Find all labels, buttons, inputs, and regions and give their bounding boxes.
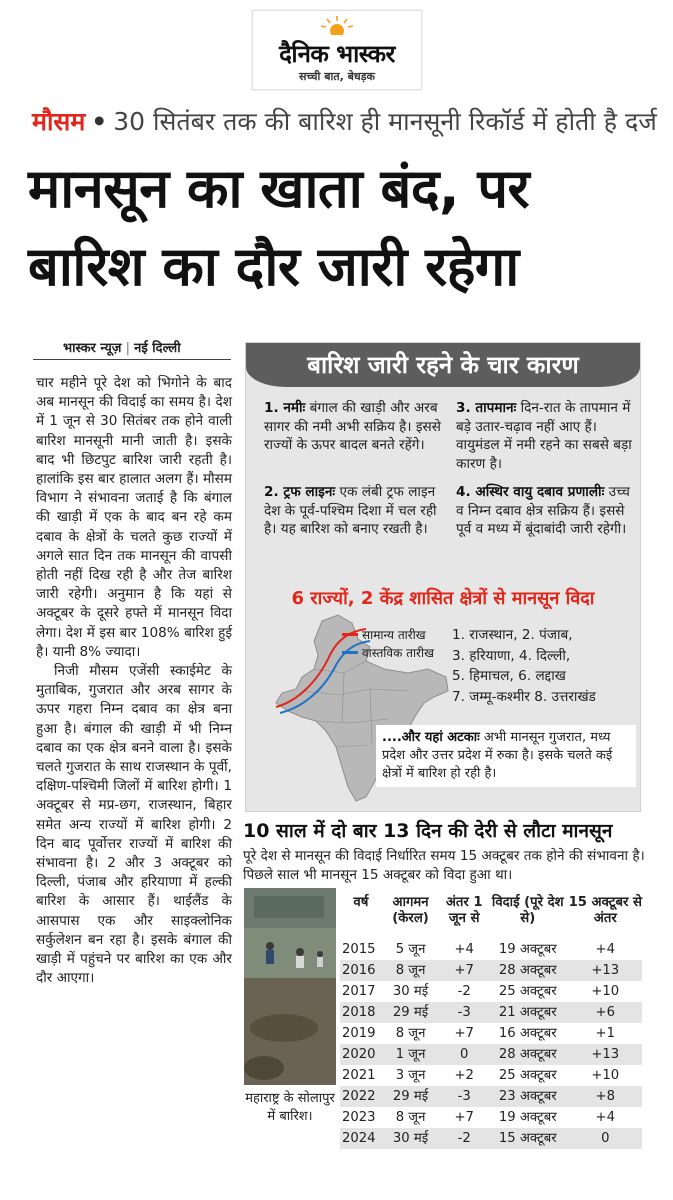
table-cell: 1 जून — [395, 1047, 426, 1062]
table-cell: 25 अक्टूबर — [498, 1068, 557, 1083]
header-withdrawal: विदाई (पूरे देश से) — [491, 895, 564, 926]
newspaper-logo — [252, 10, 422, 90]
table-cell: 28 अक्टूबर — [498, 1047, 557, 1062]
reason-1-label: 1. नमीः — [264, 400, 306, 416]
table-cell: 8 जून — [395, 963, 426, 978]
table-cell: 15 अक्टूबर — [498, 1131, 557, 1146]
table-body — [340, 939, 642, 1149]
table-cell: -2 — [457, 984, 471, 999]
states-line: 3. हरियाणा, 4. दिल्ली, — [452, 647, 571, 664]
newspaper-tagline: सच्ची बात, बेधड़क — [298, 70, 376, 83]
sun-logo-icon — [319, 15, 355, 35]
table-row — [340, 1044, 642, 1065]
table-row — [340, 1002, 642, 1023]
table-cell: 16 अक्टूबर — [498, 1026, 557, 1041]
legend-normal — [342, 625, 452, 643]
table-cell: +4 — [595, 942, 615, 957]
reason-1-text: बंगाल की खाड़ी और अरब सागर की नमी अभी सक्रिय है। इससे राज्यों के ऊपर बादल बनते रहेंगे। — [264, 400, 441, 453]
table-cell: +7 — [454, 963, 474, 978]
kicker-text: 30 सितंबर तक की बारिश ही मानसूनी रिकॉर्ड में होती है दर्ज — [113, 107, 657, 136]
header-year: वर्ष — [353, 895, 369, 910]
table-cell: 2020 — [342, 1047, 376, 1062]
table-row — [340, 1065, 642, 1086]
reason-4-label: 4. अस्थिर वायु दबाव प्रणालीः — [456, 484, 605, 500]
table-cell: +4 — [454, 942, 474, 957]
monsoon-table — [340, 895, 642, 1149]
headline-line-1: मानसून का खाता बंद, पर — [28, 157, 530, 220]
table-row — [340, 1128, 642, 1149]
reason-3 — [456, 399, 634, 473]
table-cell: +8 — [595, 1089, 615, 1104]
byline: भास्कर न्यूज़ | नई दिल्ली — [63, 341, 181, 356]
byline-location: नई दिल्ली — [134, 341, 181, 356]
table-cell: +10 — [591, 984, 620, 999]
table-cell: +6 — [595, 1005, 615, 1020]
table-cell: -2 — [457, 1131, 471, 1146]
table-cell: 29 मई — [392, 1089, 429, 1104]
table-cell: 2022 — [342, 1089, 376, 1104]
table-row — [340, 981, 642, 1002]
header-withdrawal-diff: 15 अक्टूबर से अंतर — [568, 895, 642, 926]
table-cell: +13 — [591, 1047, 620, 1062]
reason-1 — [264, 399, 449, 455]
table-cell: 8 जून — [395, 1110, 426, 1125]
headline-line-2: बारिश का दौर जारी रहेगा — [28, 235, 519, 298]
table-cell: 21 अक्टूबर — [498, 1005, 557, 1020]
table-cell: 5 जून — [395, 942, 426, 957]
table-cell: 0 — [460, 1047, 469, 1062]
reason-4 — [456, 483, 634, 539]
table-cell: 19 अक्टूबर — [498, 942, 557, 957]
table-cell: +7 — [454, 1026, 474, 1041]
table-cell: 23 अक्टूबर — [498, 1089, 557, 1104]
withdrawal-title: 6 राज्यों, 2 केंद्र शासित क्षेत्रों से मानसून विदा — [291, 588, 595, 609]
byline-source: भास्कर न्यूज़ — [63, 341, 122, 356]
reason-2-text: एक लंबी ट्रफ लाइन देश के पूर्व-पश्चिम दिशा में चल रही है। यह बारिश को बनाए रखती है। — [264, 484, 437, 537]
table-cell: -3 — [457, 1089, 471, 1104]
table-cell: 2016 — [342, 963, 376, 978]
table-cell: 3 जून — [395, 1068, 426, 1083]
table-row — [340, 960, 642, 981]
table-cell: 2024 — [342, 1131, 376, 1146]
newspaper-name: दैनिक भास्कर — [279, 40, 395, 68]
table-cell: 29 मई — [392, 1005, 429, 1020]
states-line: 7. जम्मू-कश्मीर 8. उत्तराखंड — [452, 688, 596, 705]
photo-caption: महाराष्ट्र के सोलापुर में बारिश। — [245, 1091, 335, 1124]
reasons-title: बारिश जारी रहने के चार कारण — [246, 343, 640, 387]
article-paragraph-2: निजी मौसम एजेंसी स्काईमेट के मुताबिक, गुजरात और अरब सागर के ऊपर गहरा निम्न दबाव का क्षेत्र बना हुआ है। बंगाल की खाड़ी में भी निम्न दबाव का एक क्षेत्र बनने वाला है। इसके चलते गुजरात के साथ राजस्थान के पूर्वी, दक्षिण-पश्चिमी जिलों में बारिश होगी। 1 अक्टूबर से मप्र-छग, राजस्थान, बिहार समेत अन्य राज्यों में बारिश होगी। 2 दिन बाद पूर्वोत्तर राज्यों में बारिश की संभावना है। 2 और 3 अक्टूबर को दिल्ली, पंजाब और हरियाणा में हल्की बारिश के आसार हैं। थाईलैंड के आसपास एक और साइक्लोनिक सर्कुलेशन बन रहा है। इसके बंगाल की खाड़ी में पहुंचने पर बारिश का एक और दौर आएगा। — [36, 663, 232, 987]
header-arrival-diff: अंतर 1 जून से — [445, 895, 483, 926]
legend-actual-label: वास्तविक तारीख — [362, 645, 434, 660]
reason-3-label: 3. तापमानः — [456, 400, 517, 416]
headline — [28, 150, 658, 306]
table-cell: +2 — [454, 1068, 474, 1083]
table-cell: +10 — [591, 1068, 620, 1083]
reason-2-label: 2. ट्रफ लाइनः — [264, 484, 336, 500]
header-arrival: आगमन (केरल) — [392, 895, 429, 926]
table-cell: -3 — [457, 1005, 471, 1020]
kicker — [32, 104, 662, 144]
byline-divider — [33, 359, 231, 360]
states-line: 5. हिमाचल, 6. लद्दाख — [452, 668, 566, 684]
legend-actual — [342, 643, 452, 661]
stuck-note — [376, 725, 636, 787]
table-cell: 25 अक्टूबर — [498, 984, 557, 999]
article-paragraph-1: चार महीने पूरे देश को भिगोने के बाद अब मानसून की विदाई का समय है। देश में 1 जून से 30 सितंबर तक होने वाली बारिश मानसूनी मानी जाती है। इसके बाद भी छिटपुट बारिश जारी रहती है। हालांकि इस बार हालात अलग हैं। मौसम विभाग ने संभावना जताई है कि बंगाल की खाड़ी में एक के बाद बन रहे कम दबाव के क्षेत्रों के चलते कुछ राज्यों में अगले सात दिन तक मानसून की वापसी होती नहीं दिख रही है और तेज बारिश जारी रहेगी। अनुमान है कि यहां से अक्टूबर के दूसरे हफ्ते में मानसून विदा लेगा। देश में इस बार 108% बारिश हुई है। यानी 8% ज्यादा। — [36, 375, 232, 660]
table-cell: 28 अक्टूबर — [498, 963, 557, 978]
table-cell: 19 अक्टूबर — [498, 1110, 557, 1125]
reason-4-text: उच्च व निम्न दबाव क्षेत्र सक्रिय हैं। इससे पूर्व व मध्य में बूंदाबांदी जारी रहेगी। — [456, 484, 630, 537]
reason-3-text: दिन-रात के तापमान में बड़े उतार-चढ़ाव नहीं आए हैं। वायुमंडल में नमी रहने का सबसे बड़ा कारण है। — [456, 400, 632, 472]
table-cell: 2023 — [342, 1110, 376, 1125]
decade-text: पूरे देश से मानसून की विदाई निर्धारित समय 15 अक्टूबर तक होने की संभावना है। पिछले साल भी मानसून 15 अक्टूबर को विदा हुआ था। — [243, 848, 645, 883]
table-cell: +13 — [591, 963, 620, 978]
table-row — [340, 1107, 642, 1128]
table-header — [340, 895, 642, 939]
table-row — [340, 939, 642, 960]
table-cell: 2021 — [342, 1068, 376, 1083]
solapur-rain-photo — [244, 888, 336, 1085]
table-row — [340, 1023, 642, 1044]
table-cell: 0 — [601, 1131, 610, 1146]
table-cell: +1 — [595, 1026, 615, 1041]
table-cell: 30 मई — [392, 1131, 429, 1146]
table-cell: 2019 — [342, 1026, 376, 1041]
withdrawn-states-list — [452, 625, 640, 707]
table-cell: +7 — [454, 1110, 474, 1125]
table-cell: +4 — [595, 1110, 615, 1125]
table-cell: 30 मई — [392, 984, 429, 999]
kicker-category: मौसम — [32, 107, 86, 136]
decade-title: 10 साल में दो बार 13 दिन की देरी से लौटा मानसून — [243, 820, 613, 842]
table-row — [340, 1086, 642, 1107]
masthead — [0, 0, 673, 95]
states-line: 1. राजस्थान, 2. पंजाब, — [452, 627, 573, 643]
legend-normal-label: सामान्य तारीख — [362, 627, 426, 642]
reason-2 — [264, 483, 449, 539]
table-cell: 8 जून — [395, 1026, 426, 1041]
stuck-text: अभी मानसून गुजरात, मध्य प्रदेश और उत्तर प्रदेश में रुका है। इसके चलते कई क्षेत्रों में बारिश हो रही है। — [382, 730, 613, 781]
article-body — [36, 374, 232, 989]
map-legend — [342, 625, 452, 661]
stuck-label: ....और यहां अटकाः — [382, 730, 480, 745]
table-cell: 2015 — [342, 942, 376, 957]
kicker-bullet: • — [91, 107, 108, 136]
table-cell: 2017 — [342, 984, 376, 999]
table-cell: 2018 — [342, 1005, 376, 1020]
reasons-box — [245, 342, 641, 812]
